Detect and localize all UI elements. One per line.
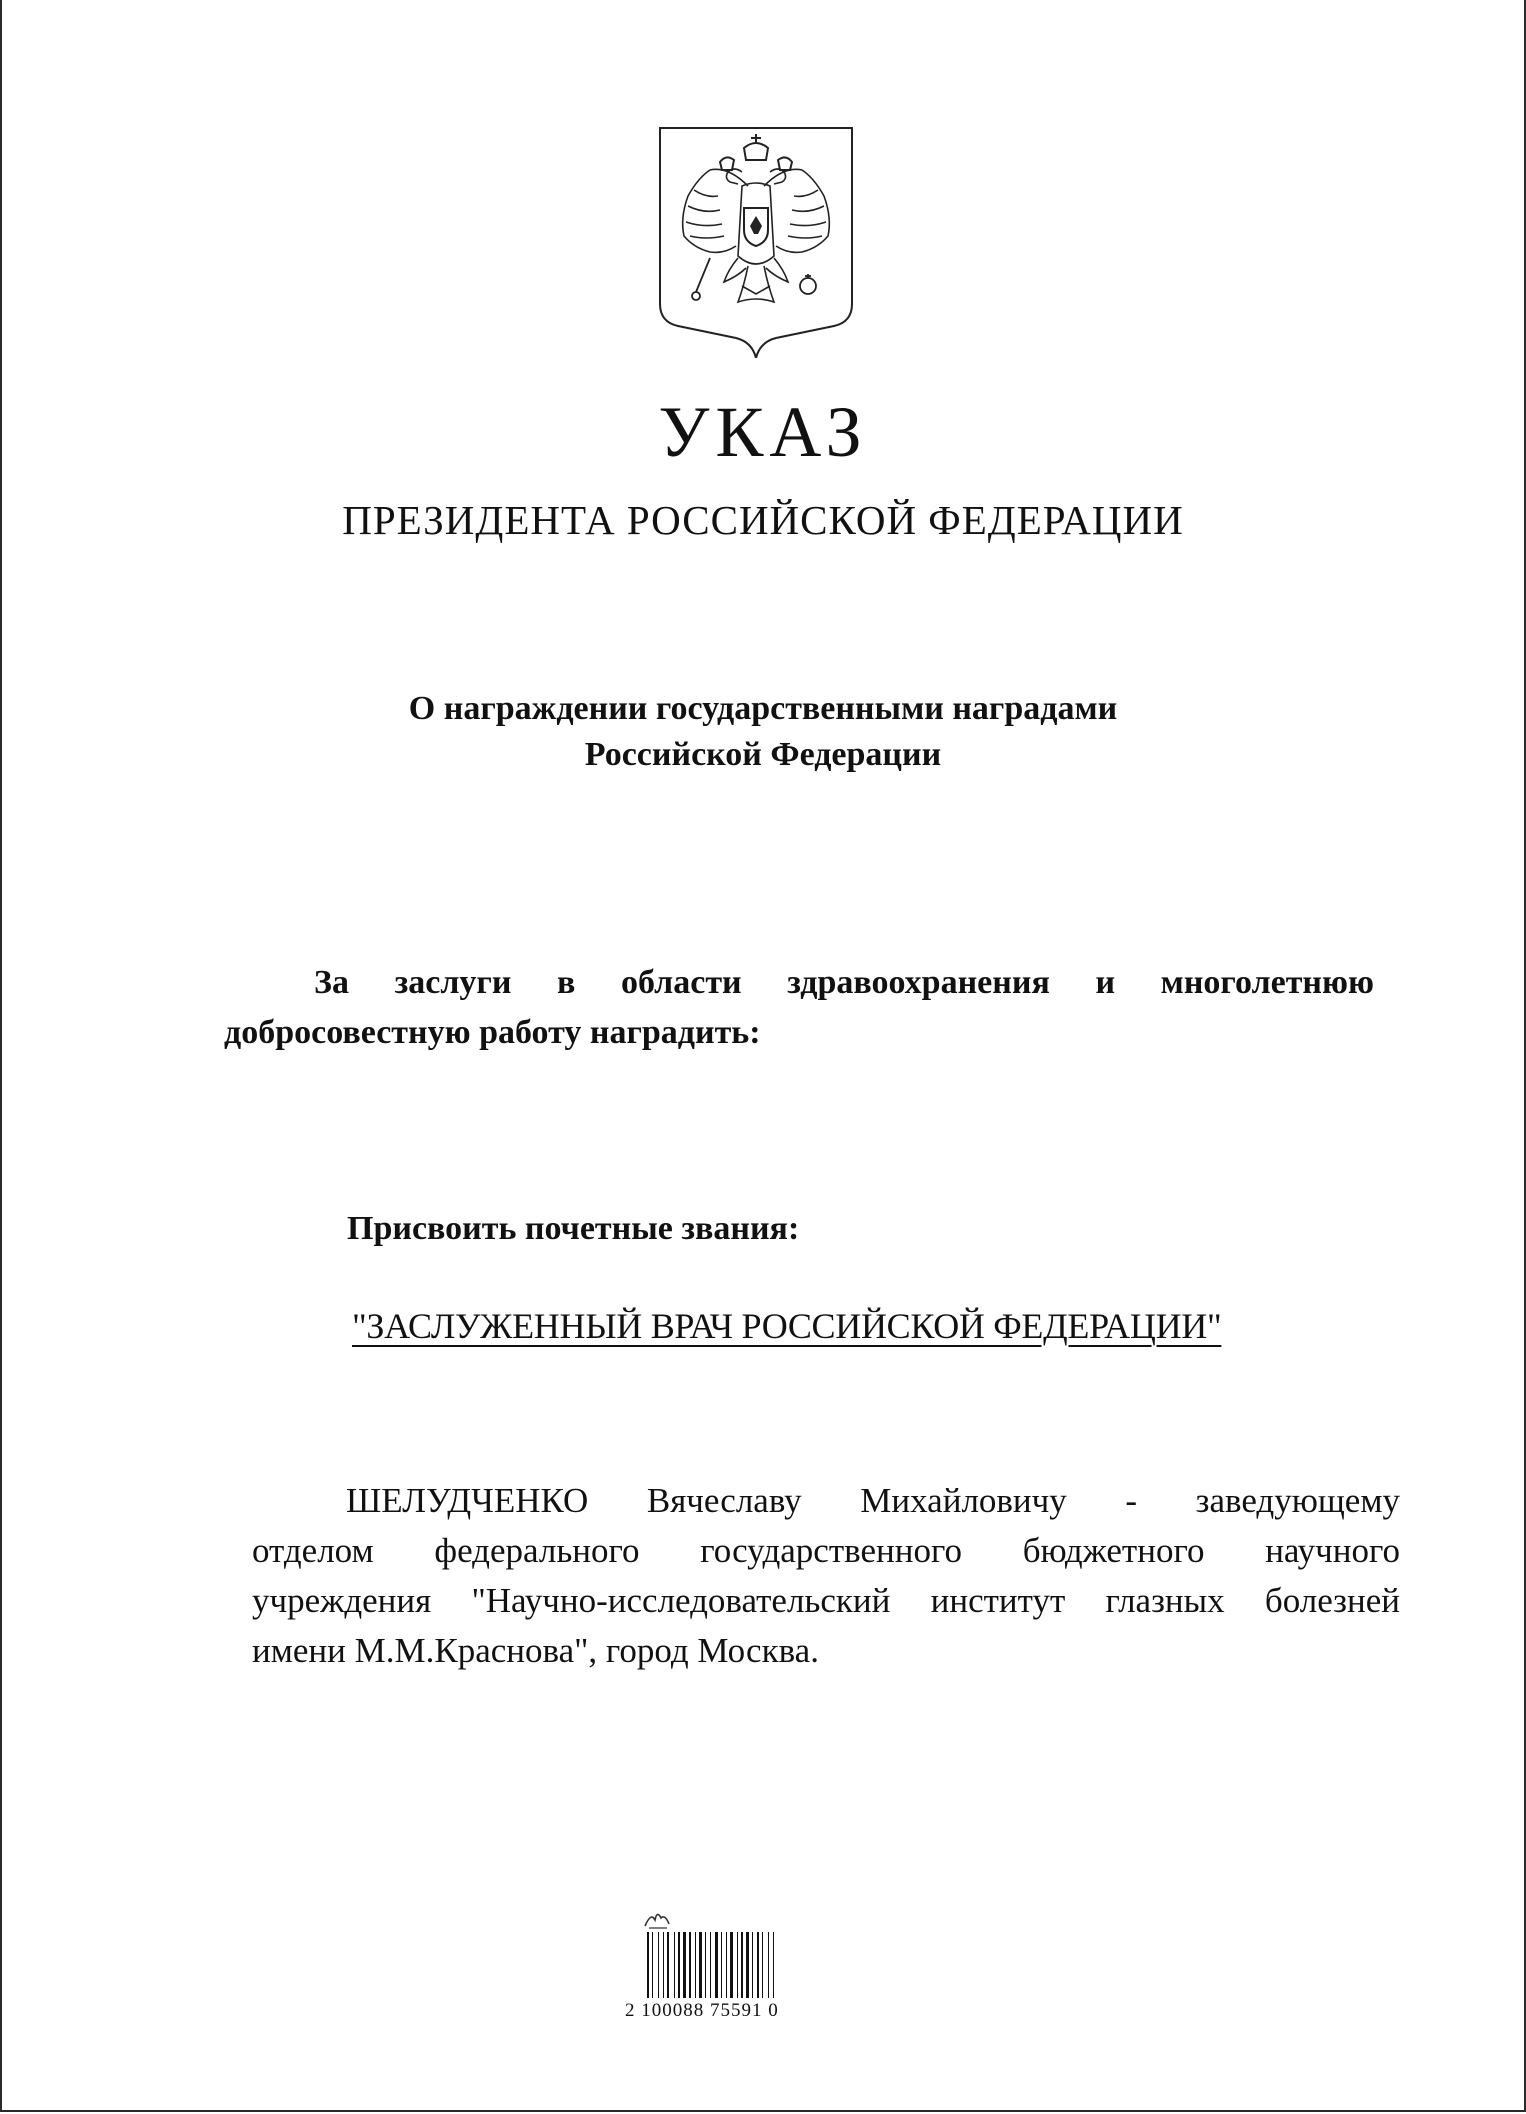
award-paragraph	[252, 1476, 1400, 1676]
honor-title: "ЗАСЛУЖЕННЫЙ ВРАЧ РОССИЙСКОЙ ФЕДЕРАЦИИ"	[352, 1306, 1222, 1346]
merit-line-1: За заслуги в области здравоохранения и многолетнюю	[314, 964, 1374, 1001]
document-title: УКАЗ	[658, 392, 868, 472]
subject-line-1: О награждении государственными наградами	[408, 690, 1118, 727]
award-line: ШЕЛУДЧЕНКО Вячеславу Михайловичу - заведующему	[346, 1481, 1400, 1520]
award-line: отделом федерального государственного бюджетного научного	[252, 1531, 1400, 1570]
award-line: учреждения "Научно-исследовательский институт глазных болезней	[252, 1581, 1400, 1620]
coat-of-arms-icon	[658, 126, 854, 358]
assign-label: Присвоить почетные звания:	[347, 1210, 800, 1247]
barcode-number: 2 100088 75591 0	[625, 2000, 779, 2021]
document-subject	[0, 686, 1526, 778]
merit-paragraph	[224, 958, 1374, 1058]
document-issuer: ПРЕЗИДЕНТА РОССИЙСКОЙ ФЕДЕРАЦИИ	[342, 497, 1184, 543]
barcode-icon	[645, 1932, 813, 2004]
signature-mark-icon	[643, 1906, 671, 1930]
subject-line-2: Российской Федерации	[584, 736, 942, 773]
award-line: имени М.М.Краснова", город Москва.	[252, 1631, 819, 1670]
merit-line-2: добросовестную работу наградить:	[224, 1014, 761, 1051]
